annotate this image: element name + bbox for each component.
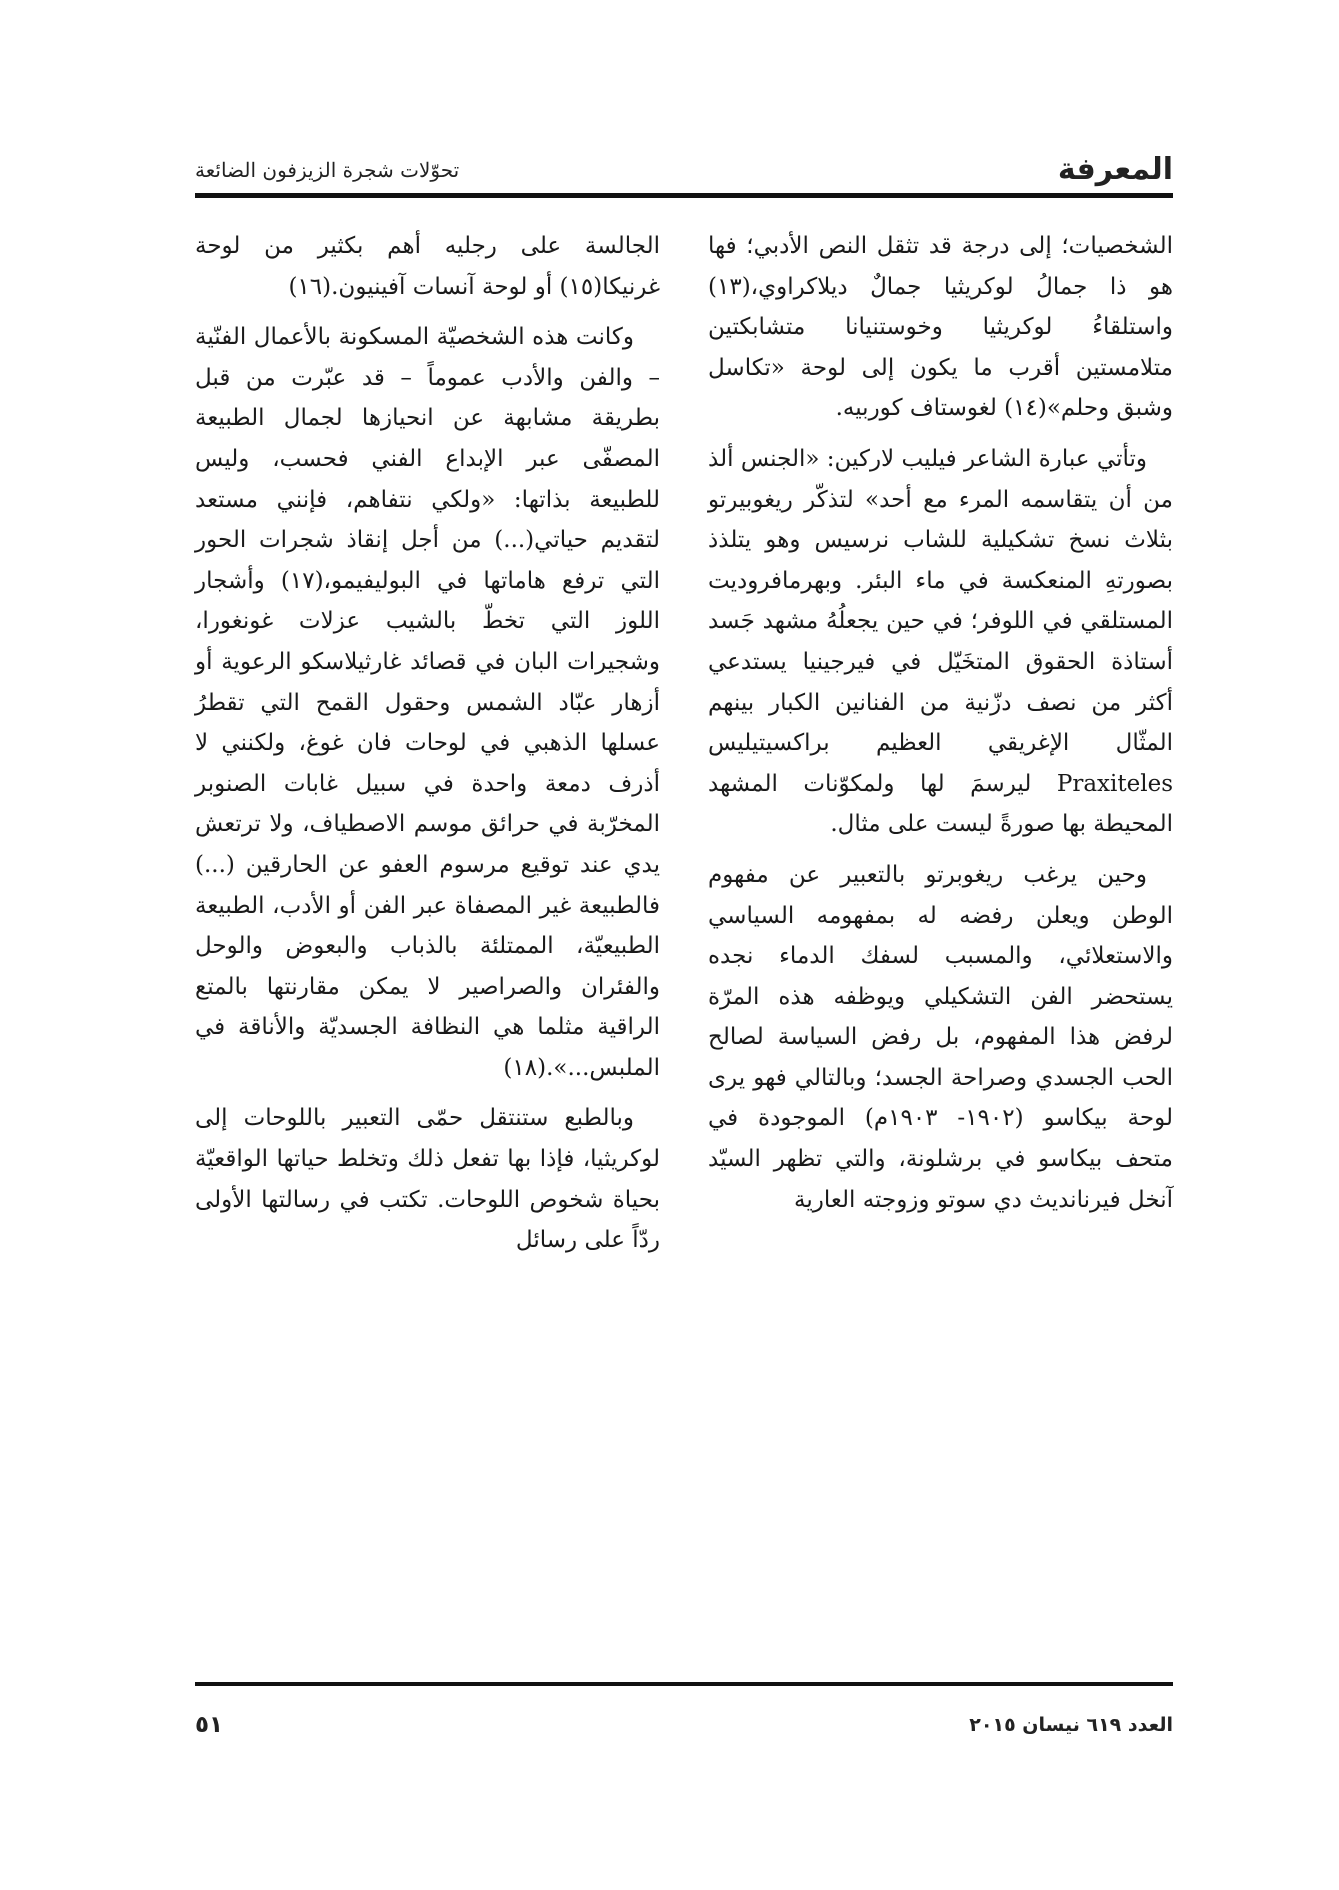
paragraph: وتأتي عبارة الشاعر فيليب لاركين: «الجنس ألذ من أن يتقاسمه المرء مع أحد» لتذكّر ريغوبيرتو بثلاث نسخ تشكيلية للشاب نرسيس وهو يتلذذ بصورتهِ المنعكسة في ماء البئر. وبهرمافروديت المستلقي في اللوفر؛ في حين يجعلُهُ مشهد جَسد أستاذة الحقوق المتخَيّل في فيرجينيا يستدعي أكثر من نصف دزّنية من الفنانين الكبار بينهم المثّال الإغريقي العظيم براكسيتيليس Praxiteles ليرسمَ لها ولمكوّنات المشهد المحيطة بها صورةً ليست على مثال. — [708, 445, 1173, 838]
page-footer — [195, 1714, 1173, 1744]
page-number: ٥١ — [195, 1712, 224, 1738]
paragraph: الجالسة على رجليه أهم بكثير من لوحة غرنيكا(١٥) أو لوحة آنسات آفينيون.(١٦) — [195, 233, 660, 300]
running-title: تحوّلات شجرة الزيزفون الضائعة — [195, 158, 460, 182]
text-column-right — [708, 226, 1173, 1230]
page-header — [195, 152, 1173, 192]
text-column-left — [195, 226, 660, 1271]
paragraph: وكانت هذه الشخصيّة المسكونة بالأعمال الفنّية – والفن والأدب عموماً – قد عبّرت من قبل بطريقة مشابهة عن انحيازها لجمال الطبيعة المصفّى عبر الإبداع الفني فحسب، وليس للطبيعة بذاتها: «ولكي نتفاهم، فإنني مستعد لتقديم حياتي(...) من أجل إنقاذ شجرات الحور التي ترفع هاماتها في البوليفيمو،(١٧) وأشجار اللوز التي تخطّ بالشيب عزلات غونغورا، وشجيرات البان في قصائد غارثيلاسكو الرعوية أو أزهار عبّاد الشمس وحقول القمح التي تقطرُ عسلها الذهبي في لوحات فان غوغ، ولكنني لا أذرف دمعة واحدة في سبيل غابات الصنوبر المخرّبة في حرائق موسم الاصطياف، ولا ترتعش يدي عند توقيع مرسوم العفو عن الحارقين (...) فالطبيعة غير المصفاة عبر الفن أو الأدب، الطبيعة الطبيعيّة، الممتلئة بالذباب والبعوض والوحل والفئران والصراصير لا يمكن مقارنتها بالمتع الراقية مثلما هي النظافة الجسديّة والأناقة في الملبس...».(١٨) — [195, 324, 660, 1081]
paragraph: وبالطبع ستنتقل حمّى التعبير باللوحات إلى لوكريثيا، فإذا بها تفعل ذلك وتخلط حياتها الواقعيّة بحياة شخوص اللوحات. تكتب في رسالتها الأولى ردّاً على رسائل — [195, 1105, 660, 1254]
paragraph: وحين يرغب ريغوبرتو بالتعبير عن مفهوم الوطن ويعلن رفضه له بمفهومه السياسي والاستعلائي، والمسبب لسفك الدماء نجده يستحضر الفن التشكيلي ويوظفه هذه المرّة لرفض هذا المفهوم، بل رفض السياسة لصالح الحب الجسدي وصراحة الجسد؛ وبالتالي فهو يرى لوحة بيكاسو (١٩٠٢- ١٩٠٣م) الموجودة في متحف بيكاسو في برشلونة، والتي تظهر السيّد آنخل فيرنانديث دي سوتو وزوجته العارية — [708, 861, 1173, 1213]
issue-info: العدد ٦١٩ نيسان ٢٠١٥ — [969, 1714, 1173, 1736]
footer-rule — [195, 1682, 1173, 1686]
header-rule — [195, 193, 1173, 198]
paragraph: الشخصيات؛ إلى درجة قد تثقل النص الأدبي؛ فها هو ذا جمالُ لوكريثيا جمالٌ ديلاكراوي،(١٣) واستلقاءُ لوكريثيا وخوستنيانا متشابكتين متلامستين أقرب ما يكون إلى لوحة «تكاسل وشبق وحلم»(١٤) لغوستاف كوربيه. — [708, 233, 1173, 422]
magazine-masthead: المعرفة — [1057, 152, 1173, 187]
